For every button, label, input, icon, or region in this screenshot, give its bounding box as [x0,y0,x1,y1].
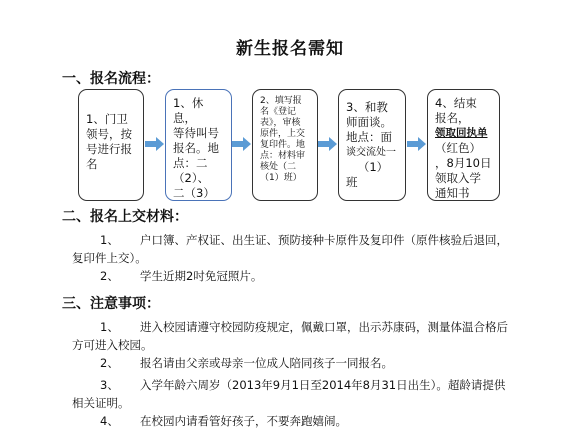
flow-step-5-line: 报名， [435,111,470,125]
item-number: 2、 [100,356,119,370]
flow-step-4-line: 班 [346,175,358,189]
item-number: 1、 [100,320,119,334]
flow-step-3-line: 2、填写报 [260,96,302,106]
flow-step-3-line: 核处（二 [260,162,297,172]
item-text: 报名请由父亲或母亲一位成人陪同孩子一同报名。 [140,356,393,370]
item-text: 在校园内请看管好孩子，不要奔跑嬉闹。 [140,414,347,428]
item-text: 户口簿、产权证、出生证、预防接种卡原件及复印件（原件核验后退回， [140,233,508,247]
notes-item [72,411,537,432]
flow-step-1 [78,89,144,201]
flow-step-2-line: 二（3） [173,186,215,200]
flow-step-2-line: （2）、 [173,171,210,185]
item-text: 学生近期2吋免冠照片。 [140,269,263,283]
item-number: 2、 [100,269,119,283]
flow-step-5-line: 领取入学 [435,171,481,185]
arrow-right-icon [145,137,164,151]
section-heading-materials: 二、报名上交材料： [62,209,188,225]
item-number: 3、 [100,378,119,392]
flow-step-1-line: 号进行报 [86,142,132,156]
flow-step-3-line: 表》，审核 [260,118,301,128]
receipt-link-text: 领取回执单 [435,127,488,139]
flow-step-4-line: 地点：面 [346,130,392,144]
flow-step-5-line: 通知书 [435,186,470,200]
flow-step-3 [252,89,318,201]
arrow-right-icon [318,137,337,151]
flow-step-2-line: 点：二 [173,156,208,170]
materials-item [72,266,537,287]
flow-step-5 [427,89,500,201]
section-heading-notes: 三、注意事项： [62,296,160,312]
arrow-right-icon [232,137,251,151]
section-heading-process: 一、报名流程： [62,71,160,87]
flow-step-2-line: 等待叫号 [173,126,219,140]
notes-item-cont: 相关证明。 [72,396,130,410]
flow-step-3-line: 名《登记 [260,107,297,117]
flow-step-1-line: 领号，按 [86,127,132,141]
flow-step-3-line: 原件，上交 [260,129,306,139]
flow-step-4-line: 师面谈。 [346,115,392,129]
flow-step-2-line: 1、休息， [173,96,204,125]
flow-step-5-line: ，8月10日 [435,156,492,170]
flow-step-2 [165,89,232,201]
notes-item [72,353,537,374]
flow-step-1-line: 名 [86,157,98,171]
item-text: 进入校园请遵守校园防疫规定，佩戴口罩，出示苏康码，测量体温合格后 [140,320,508,334]
item-number: 4、 [100,414,119,428]
flow-step-3-line: 复印件。地 [260,140,306,150]
flow-step-1-line: 1、门卫 [86,112,128,126]
arrow-right-icon [407,137,426,151]
item-number: 1、 [100,233,119,247]
page-title: 新生报名需知 [236,39,344,59]
flow-step-4-line: 谈交流处一 [346,147,396,158]
flow-step-4 [338,89,406,201]
flow-step-5-line: 4、结束 [435,96,477,110]
item-text: 入学年龄六周岁（2013年9月1日至2014年8月31日出生）。超龄请提供 [140,378,506,392]
flow-step-3-line: （1）班） [260,173,302,183]
materials-item-cont: 复印件上交）。 [72,251,147,265]
flow-step-3-line: 点：材料审 [260,151,306,161]
flow-step-4-line: 3、和教 [346,100,388,114]
flow-step-2-line: 报名。地 [173,141,219,155]
flow-step-5-line: （红色） [435,141,481,155]
notes-item-cont: 方可进入校园。 [72,338,153,352]
flow-step-4-line: （1） [357,160,389,174]
